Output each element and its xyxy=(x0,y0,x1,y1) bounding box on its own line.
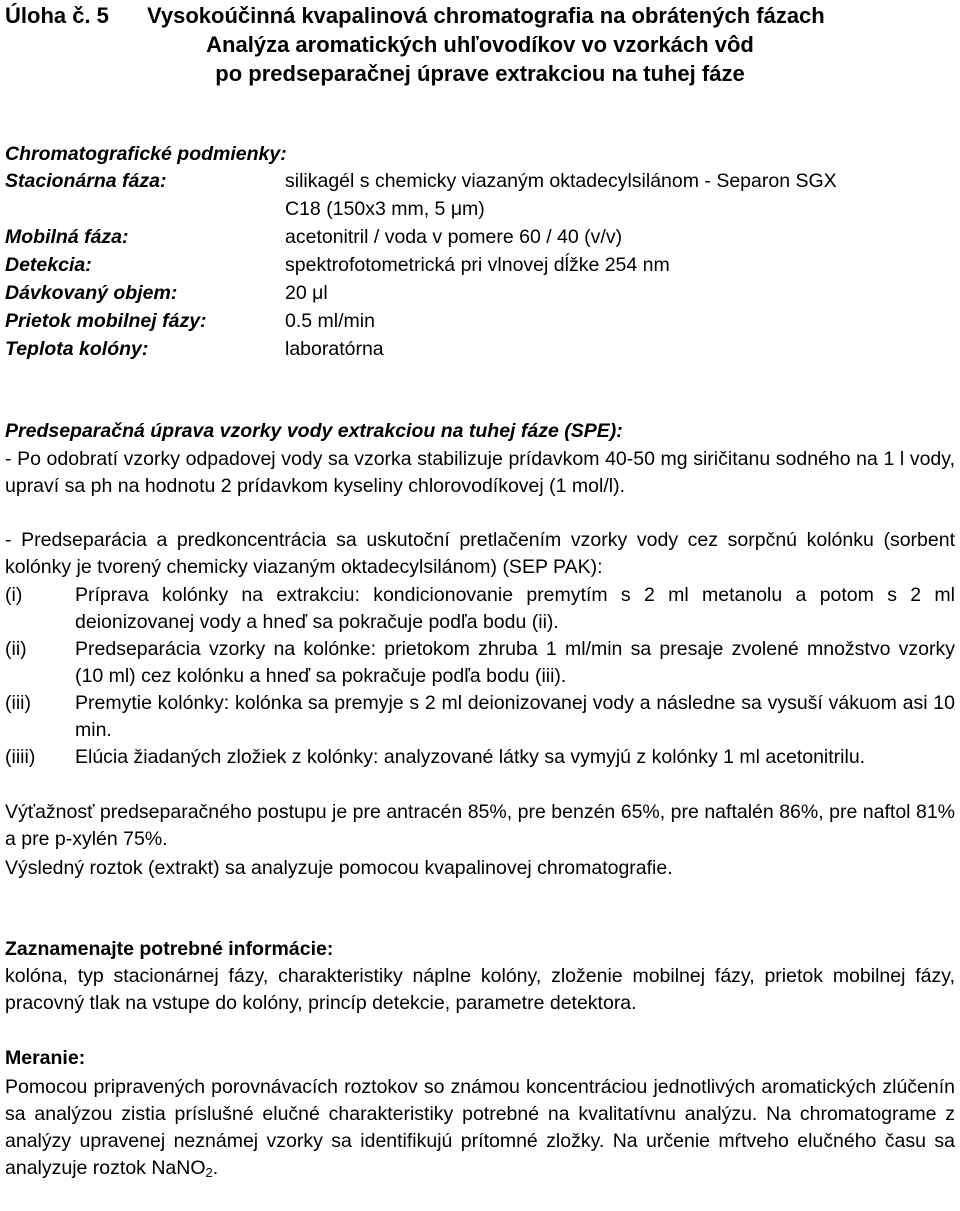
title-line-3: po predseparačnej úprave extrakciou na tuhej fáze xyxy=(215,61,745,86)
condition-row xyxy=(5,168,955,195)
condition-row xyxy=(5,308,955,335)
record-heading: Zaznamenajte potrebné informácie: xyxy=(5,938,334,960)
result-paragraph: Výsledný roztok (extrakt) sa analyzuje pomocou kvapalinovej chromatografie. xyxy=(5,857,673,879)
condition-row xyxy=(5,336,955,363)
record-text: kolóna, typ stacionárnej fázy, charakteristiky náplne kolóny, zloženie mobilnej fázy, prietok mobilnej fázy, pracovný tlak na vstupe do kolóny, princíp detekcie, parametre detektora. xyxy=(5,965,955,1014)
condition-row xyxy=(5,280,955,307)
task-label: Úloha č. 5 xyxy=(5,3,109,28)
measurement-heading: Meranie: xyxy=(5,1047,86,1069)
spe-paragraph-1: - Po odobratí vzorky odpadovej vody sa vzorka stabilizuje prídavkom 40-50 mg siričitanu sodného na 1 l vody, upraví sa ph na hodnotu 2 prídavkom kyseliny chlorovodíkovej (1 mol/l). xyxy=(5,448,955,497)
condition-label: Stacionárna fáza: xyxy=(5,170,167,192)
step-text: Premytie kolónky: kolónka sa premyje s 2 ml deionizovanej vody a následne sa vysuší vákuom asi 10 min. xyxy=(75,692,955,741)
step-text: Príprava kolónky na extrakciu: kondicionovanie premytím s 2 ml metanolu a potom s 2 ml deionizovanej vody a hneď sa pokračuje podľa bodu (ii). xyxy=(75,584,955,633)
condition-value: silikagél s chemicky viazaným oktadecylsilánom - Separon SGX xyxy=(285,170,837,192)
condition-value: acetonitril / voda v pomere 60 / 40 (v/v) xyxy=(285,226,623,248)
condition-value: 20 μl xyxy=(285,282,328,304)
title-line-2: Analýza aromatických uhľovodíkov vo vzorkách vôd xyxy=(206,32,754,57)
spe-paragraph-2: - Predseparácia a predkoncentrácia sa uskutoční pretlačením vzorky vody cez sorpčnú kolónku (sorbent kolónky je tvorený chemicky viazaným oktadecylsilánom) (SEP PAK): xyxy=(5,529,955,578)
condition-row xyxy=(5,252,955,279)
step-number: (iii) xyxy=(5,692,31,714)
step-number: (ii) xyxy=(5,638,27,660)
measurement-text: Pomocou pripravených porovnávacích roztokov so známou koncentráciou jednotlivých aromatických zlúčenín sa analýzou zistia príslušné elučné charakteristiky potrebné na kvalitatívnu analýzu. Na chromatograme z analýzy upravenej neznámej vzorky sa identifikujú prítomné zložky. Na určenie mŕtveho elučného času sa analyzuje roztok NaNO xyxy=(5,1076,955,1179)
condition-label: Dávkovaný objem: xyxy=(5,282,178,304)
condition-value: 0.5 ml/min xyxy=(285,310,375,332)
step-text: Predseparácia vzorky na kolónke: prietokom zhruba 1 ml/min sa presaje zvolené množstvo vzorky (10 ml) cez kolónku a hneď sa pokračuje podľa bodu (iii). xyxy=(75,638,955,687)
step-number: (iiii) xyxy=(5,746,36,768)
title-line-1: Vysokoúčinná kvapalinová chromatografia na obrátených fázach xyxy=(147,3,825,28)
condition-value: C18 (150x3 mm, 5 μm) xyxy=(285,198,485,220)
title-row xyxy=(5,2,955,32)
measurement-paragraph xyxy=(5,1074,955,1182)
spe-heading: Predseparačná úprava vzorky vody extrakciou na tuhej fáze (SPE): xyxy=(5,420,623,442)
condition-value: laboratórna xyxy=(285,338,384,360)
condition-row xyxy=(5,196,955,223)
measurement-end: . xyxy=(212,1157,219,1179)
condition-label: Prietok mobilnej fázy: xyxy=(5,310,207,332)
yield-paragraph: Výťažnosť predseparačného postupu je pre antracén 85%, pre benzén 65%, pre naftalén 86%, pre naftol 81% a pre p-xylén 75%. xyxy=(5,801,955,850)
condition-label: Detekcia: xyxy=(5,254,92,276)
condition-value: spektrofotometrická pri vlnovej dĺžke 254 nm xyxy=(285,254,670,276)
subscript-two: 2 xyxy=(205,1165,213,1180)
step-number: (i) xyxy=(5,584,23,606)
condition-label: Teplota kolóny: xyxy=(5,338,149,360)
condition-label: Mobilná fáza: xyxy=(5,226,129,248)
conditions-heading: Chromatografické podmienky: xyxy=(5,143,287,165)
condition-row xyxy=(5,224,955,251)
step-text: Elúcia žiadaných zložiek z kolónky: analyzované látky sa vymyjú z kolónky 1 ml acetonitrilu. xyxy=(75,746,866,768)
